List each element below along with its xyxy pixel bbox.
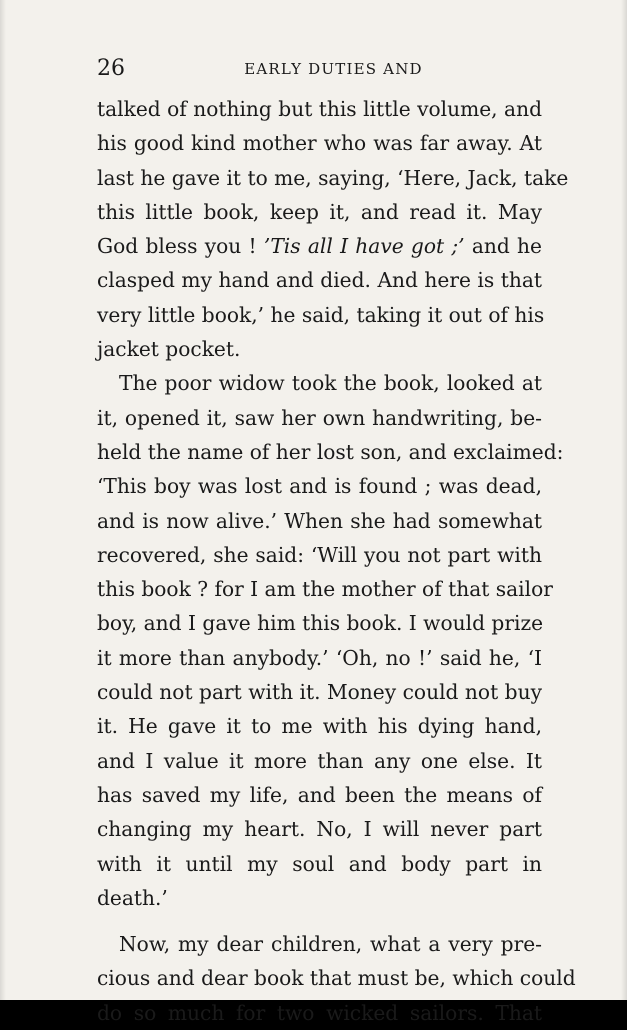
text-line: last he gave it to me, saying, ‘Here, Jack, take [97, 165, 569, 190]
text-line: death.’ [97, 885, 168, 910]
text-line: and is now alive.’ When she had somewhat [97, 508, 542, 533]
text-line: boy, and I gave him this book. I would prize [97, 611, 544, 636]
text-line: it, opened it, saw her own handwriting, be- [97, 405, 542, 430]
text-line: with it until my soul and body part in [97, 851, 542, 876]
text-line: jacket pocket. [97, 337, 241, 362]
text-line: this book ? for I am the mother of that sailor [97, 577, 553, 602]
text-line: talked of nothing but this little volume, and [97, 97, 542, 121]
text-line: clasped my hand and died. And here is that [97, 268, 542, 293]
scan-edge-right [621, 0, 627, 1000]
text-line [97, 229, 542, 263]
running-head: EARLY DUTIES AND [244, 60, 423, 78]
text-segment: God bless you ! [97, 234, 264, 259]
text-line: his good kind mother who was far away. At [97, 131, 542, 156]
text-line: do so much for two wicked sailors. That [97, 1000, 542, 1025]
text-line: could not part with it. Money could not buy [97, 680, 542, 705]
text-line: has saved my life, and been the means of [97, 782, 542, 807]
text-line: this little book, keep it, and read it. May [97, 199, 542, 224]
text-line: ‘This boy was lost and is found ; was dead, [97, 474, 542, 499]
body-text [97, 92, 576, 1030]
text-line: it. He gave it to me with his dying hand, [97, 714, 542, 739]
page-header [97, 54, 542, 84]
text-line: Now, my dear children, what a very pre- [119, 932, 542, 957]
text-line: held the name of her lost son, and exclaimed: [97, 439, 564, 464]
scan-edge-left [0, 0, 6, 1000]
text-segment: and he [464, 234, 542, 259]
text-line: recovered, she said: ‘Will you not part with [97, 542, 542, 567]
page-number: 26 [97, 56, 125, 81]
text-line: and I value it more than any one else. It [97, 748, 542, 773]
italic-quote: ’Tis all I have got ;’ [263, 234, 465, 259]
text-line: changing my heart. No, I will never part [97, 817, 542, 842]
text-line: The poor widow took the book, looked at [119, 371, 542, 396]
text-line: very little book,’ he said, taking it out of his [97, 302, 545, 327]
text-line: it more than anybody.’ ‘Oh, no !’ said he, ‘I [97, 645, 542, 670]
text-line: cious and dear book that must be, which could [97, 966, 576, 991]
